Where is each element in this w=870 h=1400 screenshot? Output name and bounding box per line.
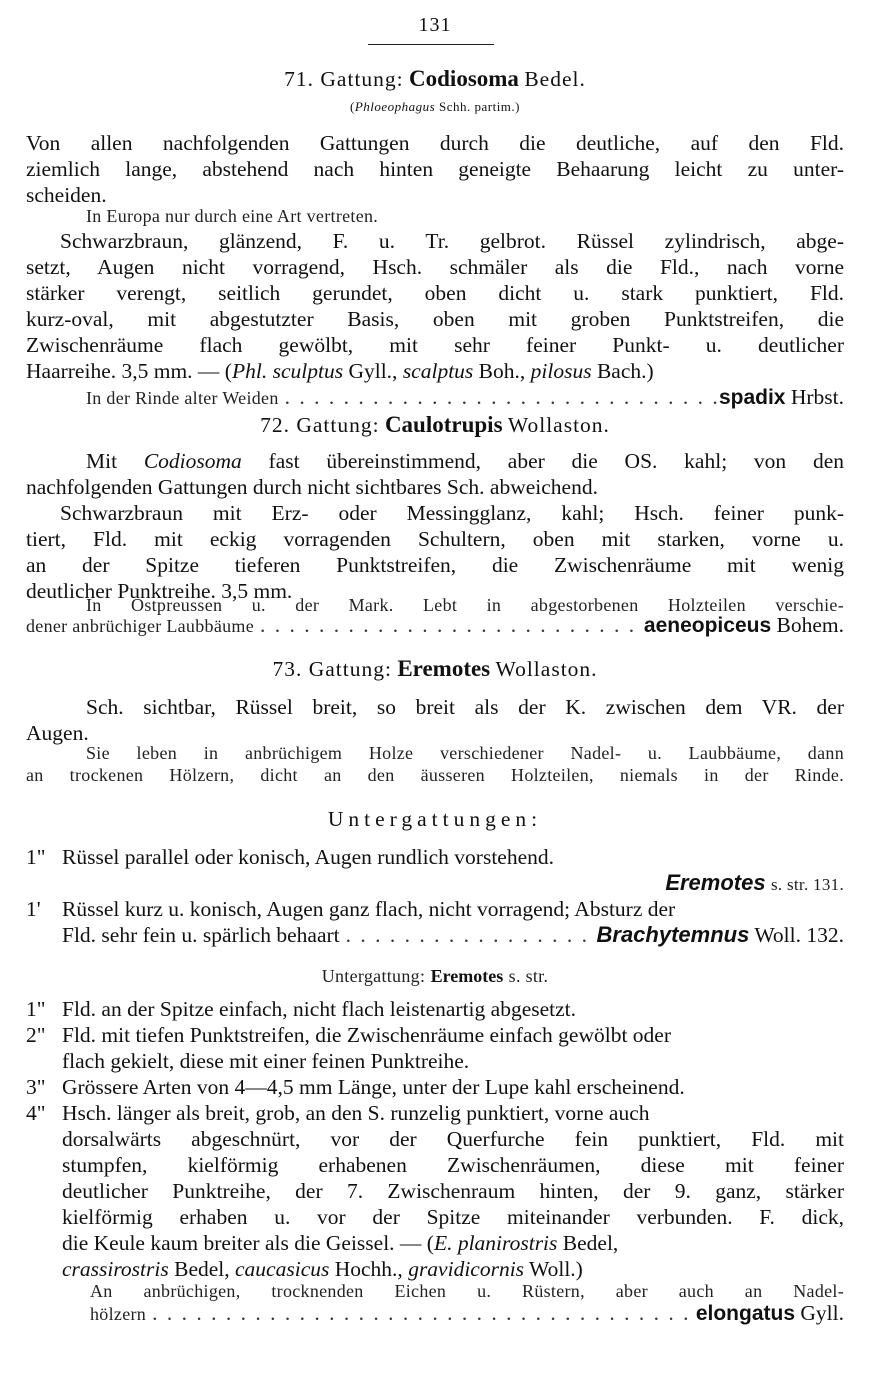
paragraph-line: scheiden.	[26, 183, 107, 207]
paragraph-line: Von allen nachfolgenden Gattungen durch die deutliche, auf den Fld.	[26, 131, 844, 155]
species-name: spadix	[718, 386, 786, 409]
paragraph-line: deutlicher Punktreihe. 3,5 mm.	[26, 579, 293, 603]
paragraph-line: Zwischenräume flach gewölbt, mit sehr feiner Punkt- u. deutlicher	[26, 333, 844, 357]
key-couplet-cont: kielförmig erhaben u. vor der Spitze miteinander verbunden. F. dick,	[62, 1205, 844, 1229]
key-couplet-cont: dorsalwärts abgeschnürt, vor der Querfurche fein punktiert, Fld. mit	[62, 1127, 844, 1151]
taxon-name: Brachytemnus	[596, 922, 750, 947]
paragraph-line: Sch. sichtbar, Rüssel breit, so breit als der K. zwischen dem VR. der	[86, 695, 844, 719]
key-couplet: 3" Grössere Arten von 4—4,5 mm Länge, unter der Lupe kahl erscheinend.	[26, 1075, 685, 1099]
habitat-line: In Ostpreussen u. der Mark. Lebt in abgestorbenen Holzteilen verschie-	[86, 595, 844, 615]
synonymy-line: Haarreihe. 3,5 mm. — (Phl. sculptus Gyll., scalptus Boh., pilosus Bach.)	[26, 359, 654, 383]
paragraph-line: Schwarzbraun mit Erz- oder Messingglanz, kahl; Hsch. feiner punk-	[60, 501, 844, 525]
habitat-line: An anbrüchigen, trocknenden Eichen u. Rüstern, aber auch an Nadel-	[90, 1281, 844, 1301]
key-couplet-cont: crassirostris Bedel, caucasicus Hochh., gravidicornis Woll.)	[62, 1257, 583, 1281]
page-number: 131	[418, 14, 452, 36]
paragraph-line: Mit Codiosoma fast übereinstimmend, aber die OS. kahl; von den	[86, 449, 844, 473]
genus-71-subnote: (Phloeophagus Schh. partim.)	[350, 99, 520, 114]
species-entry: In der Rinde alter Weiden . . . spadix Hrbst.	[26, 384, 844, 411]
key-couplet-cont: stumpfen, kielförmig erhabenen Zwischenräumen, diese mit feiner	[62, 1153, 844, 1177]
taxon-name: Eremotes	[665, 870, 766, 895]
paragraph-line: kurz-oval, mit abgestutzter Basis, oben mit groben Punktstreifen, die	[26, 307, 844, 331]
paragraph-line: an der Spitze tieferen Punktstreifen, die Zwischenräume mit wenig	[26, 553, 844, 577]
genus-name: Eremotes	[397, 656, 491, 681]
paragraph-line: stärker verengt, seitlich gerundet, oben dicht u. stark punktiert, Fld.	[26, 281, 844, 305]
key-result: Eremotes s. str. 131.	[665, 870, 844, 895]
paragraph-line: Sie leben in anbrüchigem Holze verschiedener Nadel- u. Laubbäume, dann	[86, 743, 844, 763]
paragraph-line: Augen.	[26, 721, 89, 745]
paragraph-line: setzt, Augen nicht vorragend, Hsch. schmäler als die Fld., nach vorne	[26, 255, 844, 279]
distribution-note: In Europa nur durch eine Art vertreten.	[86, 206, 379, 226]
genus-name: Codiosoma	[409, 66, 519, 91]
genus-73-heading: 73. Gattung: Eremotes Wollaston.	[272, 656, 598, 681]
header-rule	[368, 44, 494, 45]
subgenera-heading: Untergattungen:	[327, 807, 543, 831]
genus-name: Eremotes	[430, 966, 504, 986]
species-entry: hölzern . . . elongatus Gyll.	[90, 1300, 844, 1327]
key-couplet: 2" Fld. mit tiefen Punktstreifen, die Zwischenräume einfach gewölbt oder	[26, 1023, 671, 1047]
paragraph-line: tiert, Fld. mit eckig vorragenden Schultern, oben mit starken, vorne u.	[26, 527, 844, 551]
genus-71-heading: 71. Gattung: Codiosoma Bedel.	[284, 66, 586, 91]
key-couplet: 1" Fld. an der Spitze einfach, nicht flach leistenartig abgesetzt.	[26, 997, 577, 1021]
paragraph-line: nachfolgenden Gattungen durch nicht sichtbares Sch. abweichend.	[26, 475, 598, 499]
key-couplet-cont: die Keule kaum breiter als die Geissel. — (E. planirostris Bedel,	[62, 1231, 619, 1255]
species-name: elongatus	[695, 1302, 796, 1325]
key-couplet-cont: deutlicher Punktreihe, der 7. Zwischenraum hinten, der 9. ganz, stärker	[62, 1179, 844, 1203]
species-name: aeneopiceus	[643, 614, 772, 637]
key-couplet: 4" Hsch. länger als breit, grob, an den S. runzelig punktiert, vorne auch	[26, 1101, 650, 1125]
paragraph-line: an trockenen Hölzern, dicht an den äusseren Holzteilen, niemals in der Rinde.	[26, 765, 844, 785]
key-couplet-cont: flach gekielt, diese mit einer feinen Punktreihe.	[62, 1049, 470, 1073]
key-couplet: 1" Rüssel parallel oder konisch, Augen rundlich vorstehend.	[26, 845, 555, 869]
paragraph-line: ziemlich lange, abstehend nach hinten geneigte Behaarung leicht zu unter-	[26, 157, 844, 181]
paragraph-line: Schwarzbraun, glänzend, F. u. Tr. gelbrot. Rüssel zylindrisch, abge-	[60, 229, 844, 253]
genus-name: Caulotrupis	[384, 412, 503, 437]
key-couplet: 1' Rüssel kurz u. konisch, Augen ganz flach, nicht vorragend; Absturz der	[26, 897, 676, 921]
subgenus-heading: Untergattung: Eremotes s. str.	[321, 966, 549, 986]
species-entry: dener anbrüchiger Laubbäume . . . aeneopiceus Bohem.	[26, 612, 844, 639]
key-result: Fld. sehr fein u. spärlich behaart . . . Brachytemnus Woll. 132.	[26, 922, 844, 948]
genus-72-heading: 72. Gattung: Caulotrupis Wollaston.	[260, 412, 610, 437]
